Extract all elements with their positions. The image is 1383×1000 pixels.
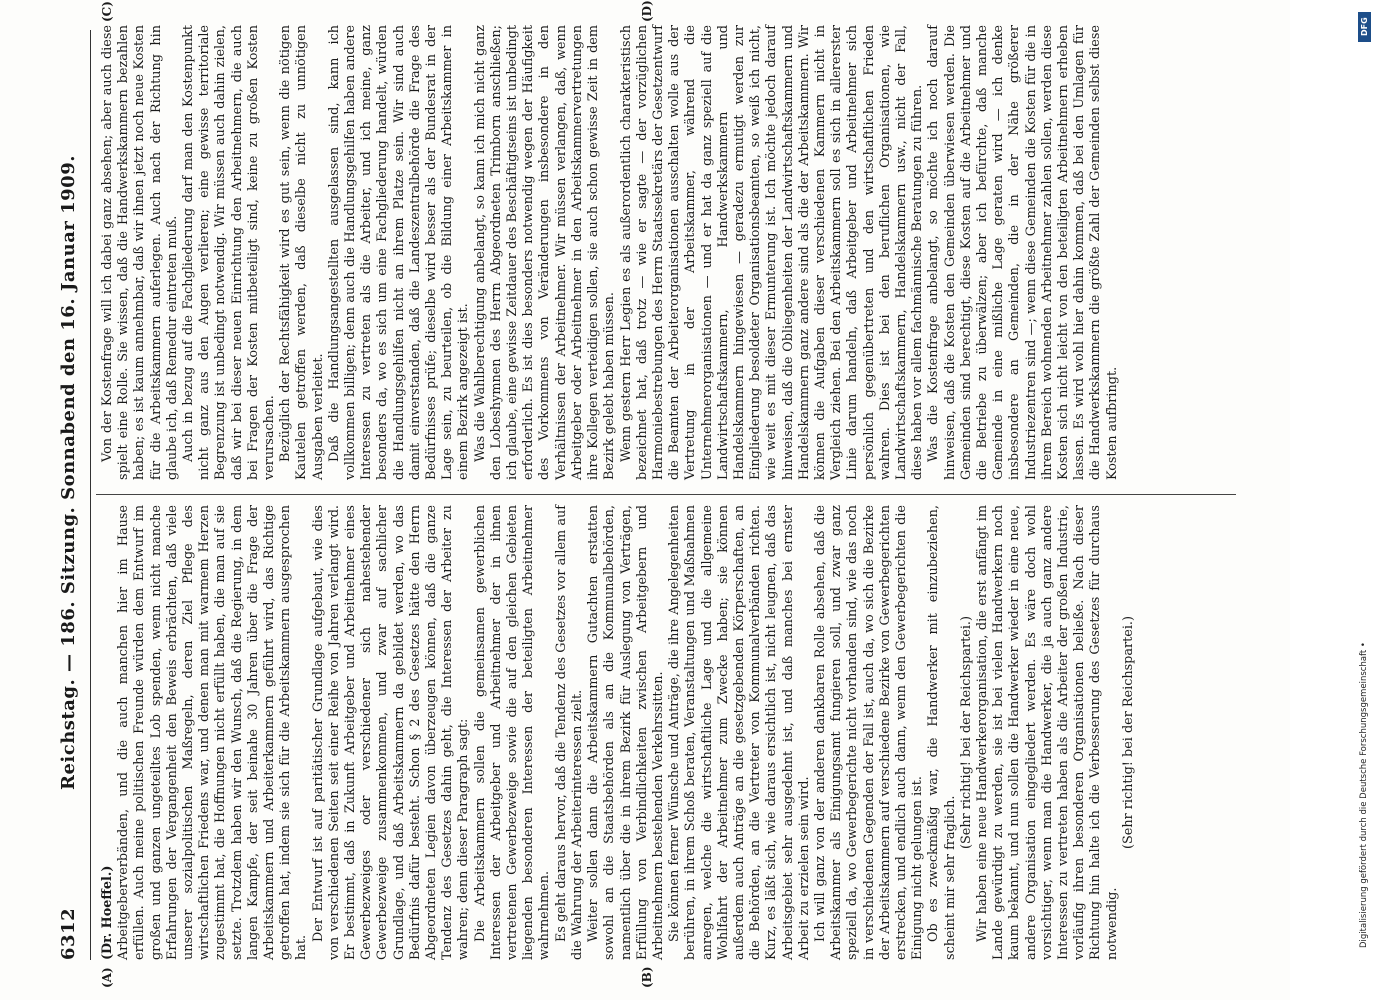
paragraph: Wenn gestern Herr Legien es als außerordentlich charakteristisch bezeichnet hat, daß trotz — wie er sagte — der vorzüglichen Harmoniebestrebungen des Herrn Staatssekretärs der Gesetzentwurf die Beamten der Arbeiterorganisationen ausschalten wolle aus der Vertretung in der Arbeitskammer, während die Unternehmerorganisationen — und er hat da ganz speziell auf die Landwirtschaftskammern, Handwerkskammern und Handelskammern hingewiesen — geradezu ermutigt werden zur Eingliederung besoldeter Organisationsbeamten, so weiß ich nicht, wie weit es mit dieser Ermunterung ist. Ich möchte jedoch darauf hinweisen, daß die Obliegenheiten der Landwirtschaftskammern und Handelskammern ganz andere sind als die der Arbeitskammern. Wir können die Aufgaben dieser verschiedenen Kammern nicht in Vergleich ziehen. Bei den Arbeitskammern soll es sich in allererster Linie darum handeln, daß Arbeitgeber und Arbeitnehmer sich persönlich gegenübertreten und den wirtschaftlichen Frieden wahren. Dies ist bei den beruflichen Organisationen, wie Landwirtschaftskammern, Handelskammern usw., nicht der Fall, diese haben vor allem fachmännische Beratungen zu führen. [618, 24, 926, 480]
interjection: (Sehr richtig! bei der Reichspartei.) [1120, 616, 1136, 849]
column-divider [96, 494, 1236, 495]
paragraph: Bezüglich der Rechtsfähigkeit wird es gut sein, wenn die nötigen Kautelen getroffen werden, daß dieselbe nicht zu unnötigen Ausgaben verleitet. [278, 25, 326, 480]
header-rule [90, 30, 91, 960]
paragraph: Sie können ferner Wünsche und Anträge, die ihre Angelegenheiten berühren, in ihrem Schoß beraten, Veranstaltungen und Maßnahmen anregen, welche die wirtschaftliche Lage und die allgemeine Wohlfahrt der Arbeitnehmer zum Zwecke haben; sie können außerdem auch Anträge an die gesetzgebenden Körperschaften, an die Behörden, an die Vertreter von Kommunalverbänden richten. Kurz, es läßt sich, wie daraus ersichtlich ist, nicht leugnen, daß das Arbeitsgebiet sehr ausgedehnt ist, und daß manches bei ernster Arbeit zu erzielen sein wird. [667, 505, 812, 960]
dfg-stamp [1358, 12, 1371, 982]
running-head: Reichstag. — 186. Sitzung. Sonnabend den 16. Januar 1909. [58, 155, 79, 790]
right-column [100, 25, 1121, 480]
paragraph: Von der Kostenfrage will ich dabei ganz absehen; aber auch diese spielt eine Rolle. Sie wissen, daß die Handwerkskammern bezahlen haben; es ist kaum annehmbar, daß wir ihnen jetzt noch neue Kosten für die Arbeitskammern auferlegen. Auch nach der Richtung hin glaube ich, daß Remedur eintreten muß. [100, 25, 180, 480]
left-column [100, 505, 1137, 960]
dfg-logo: DFG [1358, 12, 1371, 42]
page-number: 6312 [58, 907, 79, 960]
paragraph: Was die Kostenfrage anbelangt, so möchte ich noch darauf hinweisen, daß die Kosten den Gemeinden überwiesen werden. Die Gemeinden sind berechtigt, diese Kosten auf die Arbeitnehmer und die Betriebe zu überwälzen; aber ich befürchte, daß manche Gemeinde in eine mißliche Lage geraten wird — ich denke insbesondere an Gemeinden, die in der Nähe größerer Industriezentren sind —; wenn diese Gemeinden die Kosten für die in ihrem Bereich wohnenden Arbeitnehmer zahlen sollen, werden diese Kosten sich nicht leicht von den beteiligten Arbeitnehmern erheben lassen. Es wird wohl hier dahin kommen, daß bei den Umlagen für die Handwerkskammern die größte Zahl der Gemeinden selbst diese Kosten aufbringt. [926, 25, 1120, 480]
paragraph: Was die Wahlberechtigung anbelangt, so kann ich mich nicht ganz den Lobeshymnen des Herrn Abgeordneten Trimborn anschließen; ich glaube, eine gewisse Zeitdauer des Beschäftigtseins ist unbedingt erforderlich. Es ist dies besonders notwendig wegen der Häufigkeit des Vorkommens von Veränderungen insbesondere in den Verhältnissen der Arbeitnehmer. Wir müssen verlangen, daß, wenn Arbeitgeber oder Arbeitnehmer in den Arbeitskammervertretungen ihre Kollegen verteidigen sollen, sie auch schon gewisse Zeit in dem Bezirk gelebt haben müssen. [472, 25, 618, 480]
speaker-label: (Dr. Hoeffel.) [100, 865, 115, 960]
paragraph: Wir haben eine neue Handwerkerorganisation, die erst anfängt im Lande gewürdigt zu werden, sie ist bei vielen Handwerkern noch kaum bekannt, und nun sollen die Handwerker wieder in eine neue, andere Organisation eingegliedert werden. Es wäre doch wohl vorsichtiger, wenn man die Handwerker, die ja auch ganz andere Interessen zu vertreten haben als die Arbeiter der großen Industrie, vorläufig ihren besonderen Organisationen beließe. Nach dieser Richtung hin halte ich die Verbesserung des Gesetzes für durchaus notwendig. [974, 505, 1120, 960]
paragraph: Der Entwurf ist auf paritätischer Grundlage aufgebaut, wie dies von verschiedenen Seiten seit einer Reihe von Jahren verlangt wird. Er bestimmt, daß in Zukunft Arbeitgeber und Arbeitnehmer eines Gewerbezweiges oder verschiedener sich nahestehender Gewerbezweige zusammenkommen, und zwar auf sachlicher Grundlage, und daß Arbeitskammern da gebildet werden, wo das Bedürfnis dafür besteht. Schon § 2 des Gesetzes hätte den Herrn Abgeordneten Legien davon überzeugen können, daß die ganze Tendenz des Gesetzes dahin geht, die Interessen der Arbeiter zu wahren; denn dieser Paragraph sagt: [310, 505, 472, 960]
paragraph: Arbeitgeberverbänden, und die auch manchen hier im Hause erfüllen. Auch meine politischen Freunde würden dem Entwurf im großen und ganzen ungeteiltes Lob spenden, wenn nicht manche Erfahrungen der Vergangenheit den Beweis erbrächten, daß viele unserer sozialpolitischen Maßregeln, deren Ziel Pflege des wirtschaftlichen Friedens war, und denen man mit warmem Herzen zugestimmt hat, die Hoffnungen nicht erfüllt haben, die man auf sie setzte. Trotzdem haben wir den Wunsch, daß die Regierung, in dem langen Kampfe, der seit beinahe 30 Jahren über die Frage der Arbeitskammern und Arbeiterkammern geführt wird, das Richtige getroffen hat, indem sie sich für die Arbeitskammern ausgesprochen hat. [116, 505, 310, 960]
page-header [58, 30, 88, 960]
paragraph: Auch in bezug auf die Fachgliederung darf man den Kostenpunkt nicht ganz aus den Augen verlieren; eine gewisse territoriale Begrenzung ist unbedingt notwendig. Wir müssen auch dahin zielen, daß wir bei dieser neuen Einrichtung den Arbeitnehmern, die auch bei Fragen der Kosten mitbeteiligt sind, keine zu großen Kosten verursachen. [181, 25, 278, 480]
margin-label-d: (D) [640, 0, 654, 22]
paragraph: Es geht daraus hervor, daß die Tendenz des Gesetzes vor allem auf die Wahrung der Arbeiterinteressen zielt. [553, 505, 585, 960]
paragraph: Daß die Handlungsangestellten ausgelassen sind, kann ich vollkommen billigen; denn auch die Handlungsgehilfen haben andere Interessen zu vertreten als die Arbeiter, und ich meine, ganz besonders da, wo es sich um eine Fachgliederung handelt, würden die Handlungsgehilfen nicht an ihrem Platze sein. Wir sind auch damit einverstanden, daß die Landeszentralbehörde die Frage des Bedürfnisses prüfe; dieselbe wird besser als der Bundesrat in der Lage sein, zu beurteilen, ob die Bildung einer Arbeitskammer in einem Bezirk angezeigt ist. [326, 25, 472, 480]
margin-label-a: (A) [100, 967, 114, 988]
paragraph: Weiter sollen dann die Arbeitskammern Gutachten erstatten sowohl an die Staatsbehörden als an die Kommunalbehörden, namentlich über die in ihrem Bezirk für Auslegung von Verträgen, Erfüllung von Verbindlichkeiten zwischen Arbeitgebern und Arbeitnehmern bestehenden Verkehrssitten. [586, 505, 666, 960]
quoted-paragraph: Die Arbeitskammern sollen die gemeinsamen gewerblichen Interessen der Arbeitgeber und Arbeitnehmer der in ihnen vertretenen Gewerbezweige sowie die auf den gleichen Gebieten liegenden besonderen Interessen der beteiligten Arbeitnehmer wahrnehmen. [472, 505, 553, 960]
interjection: (Sehr richtig! bei der Reichspartei.) [958, 616, 974, 849]
paragraph: Ich will ganz von der anderen dankbaren Rolle absehen, daß die Arbeitskammer als Einigungsamt fungieren soll, und zwar ganz speziell da, wo Gewerbegerichte nicht vorhanden sind, wie das noch in verschiedenen Gegenden der Fall ist, auch da, wo sich die Bezirke der Arbeitskammern auf verschiedene Bezirke von Gewerbegerichten erstrecken, und endlich auch dann, wenn den Gewerbegerichten die Einigung nicht gelungen ist. [812, 505, 926, 960]
dfg-stamp-text: Digitalisierung gefördert durch die Deutsche Forschungsgemeinschaft • [1359, 642, 1369, 948]
margin-label-b: (B) [640, 966, 654, 988]
margin-label-c: (C) [100, 1, 114, 22]
paragraph: Ob es zweckmäßig war, die Handwerker mit einzubeziehen, scheint mir sehr fraglich. [926, 505, 958, 960]
